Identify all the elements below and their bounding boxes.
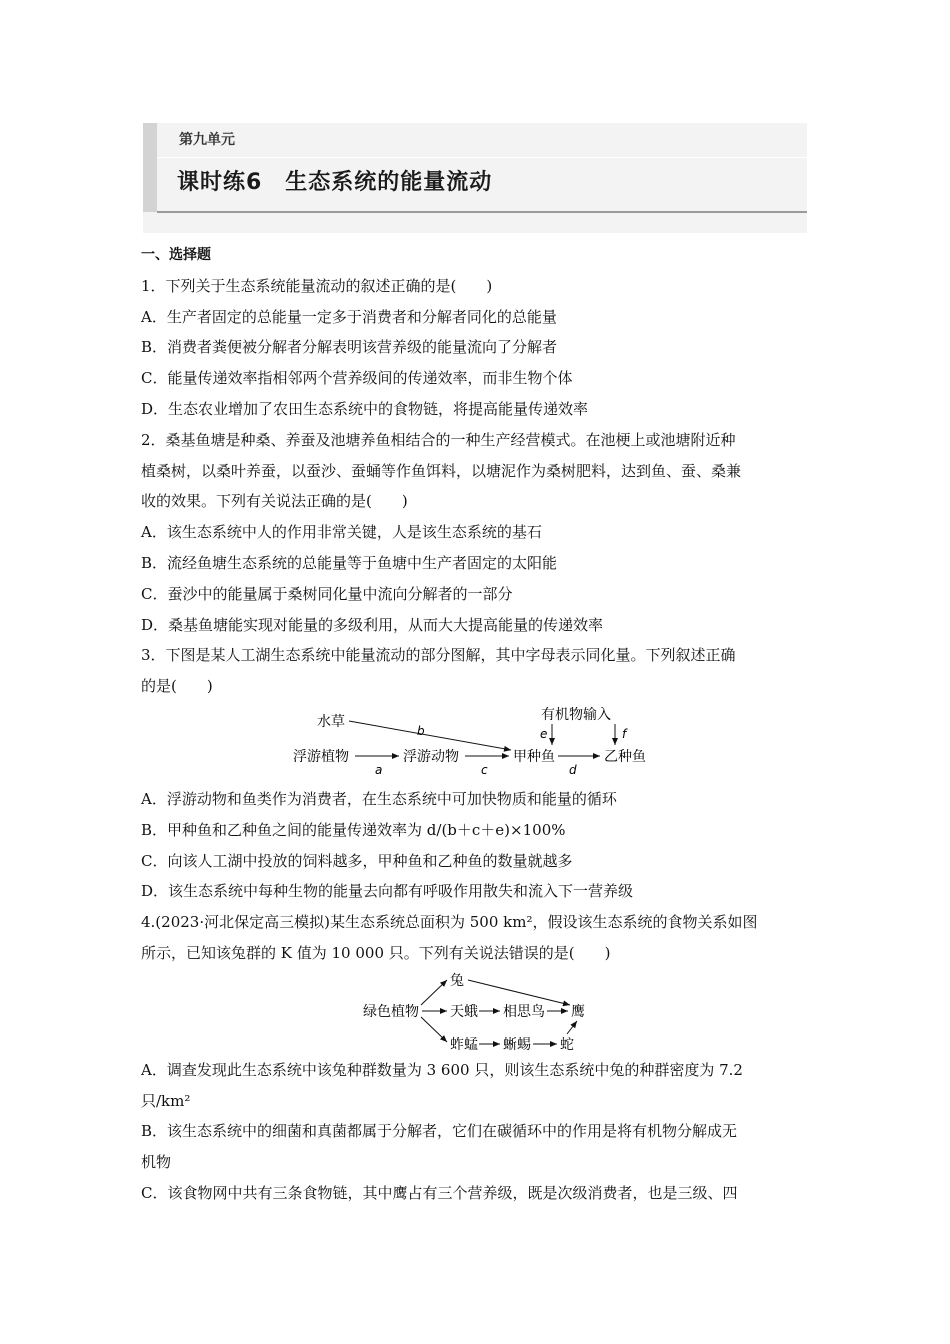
label-a: a xyxy=(375,762,383,777)
q4-option-a-line2: 只/km² xyxy=(141,1091,191,1110)
node-green-plant: 绿色植物 xyxy=(363,1003,419,1020)
arrow-snake-eagle xyxy=(567,1021,577,1034)
q2-option-b: B．流经鱼塘生态系统的总能量等于鱼塘中生产者固定的太阳能 xyxy=(141,553,558,572)
node-organic-input: 有机物输入 xyxy=(541,706,611,723)
arrow-plant-rabbit xyxy=(421,980,447,1005)
q1-stem: 1．下列关于生态系统能量流动的叙述正确的是( ) xyxy=(141,276,493,295)
banner-divider xyxy=(157,157,807,158)
node-grasshopper: 蚱蜢 xyxy=(450,1036,478,1053)
banner-accent-bar xyxy=(143,123,157,212)
q4-stem-line2: 所示，已知该兔群的 K 值为 10 000 只。下列有关说法错误的是( ) xyxy=(141,943,611,962)
q4-option-c-line1: C．该食物网中共有三条食物链，其中鹰占有三个营养级，既是次级消费者，也是三级、四 xyxy=(141,1183,738,1202)
q3-diagram-svg xyxy=(141,706,811,782)
banner-baseline xyxy=(157,211,807,213)
node-eagle: 鹰 xyxy=(571,1003,585,1020)
q3-option-b: B．甲种鱼和乙种鱼之间的能量传递效率为 d/(b＋c＋e)×100% xyxy=(141,820,566,839)
q2-option-a: A．该生态系统中人的作用非常关键，人是该生态系统的基石 xyxy=(141,523,542,542)
q4-option-b-line1: B．该生态系统中的细菌和真菌都属于分解者，它们在碳循环中的作用是将有机物分解成无 xyxy=(141,1122,738,1141)
node-rabbit: 兔 xyxy=(450,972,464,989)
q1-option-c: C．能量传递效率指相邻两个营养级间的传递效率，而非生物个体 xyxy=(141,369,573,388)
q1-option-a: A．生产者固定的总能量一定多于消费者和分解者同化的总能量 xyxy=(141,307,557,326)
node-shuicao: 水草 xyxy=(317,713,345,730)
q2-stem-line1: 2．桑基鱼塘是种桑、养蚕及池塘养鱼相结合的一种生产经营模式。在池梗上或池塘附近种 xyxy=(141,430,736,449)
node-fish-yi: 乙种鱼 xyxy=(604,748,646,765)
q2-option-d: D．桑基鱼塘能实现对能量的多级利用，从而大大提高能量的传递效率 xyxy=(141,615,604,634)
node-lizard: 蜥蜴 xyxy=(503,1036,531,1053)
q3-energy-flow-diagram xyxy=(141,706,811,782)
q1-option-b: B．消费者粪便被分解者分解表明该营养级的能量流向了分解者 xyxy=(141,338,558,357)
node-plankton-plant: 浮游植物 xyxy=(293,748,349,765)
q3-option-c: C．向该人工湖中投放的饲料越多，甲种鱼和乙种鱼的数量就越多 xyxy=(141,851,573,870)
q4-option-b-line2: 机物 xyxy=(141,1153,172,1172)
q3-option-a: A．浮游动物和鱼类作为消费者，在生态系统中可加快物质和能量的循环 xyxy=(141,789,617,808)
section-title: 一、选择题 xyxy=(141,247,211,263)
q4-stem-line1: 4.(2023·河北保定高三模拟)某生态系统总面积为 500 km²，假设该生态系统的食物关系如图 xyxy=(141,913,758,932)
exercise-content xyxy=(141,240,811,1209)
q3-stem-line2: 的是( ) xyxy=(141,677,213,696)
q3-option-d: D．该生态系统中每种生物的能量去向都有呼吸作用散失和流入下一营养级 xyxy=(141,882,634,901)
q4-option-a-line1: A．调查发现此生态系统中该兔种群数量为 3 600 只，则该生态系统中兔的种群密度为 7.2 xyxy=(141,1060,743,1079)
unit-label: 第九单元 xyxy=(179,132,235,148)
label-b: b xyxy=(417,723,425,738)
q4-food-web-diagram xyxy=(141,971,811,1053)
arrow-rabbit-eagle xyxy=(468,980,570,1005)
q3-stem-line1: 3．下图是某人工湖生态系统中能量流动的部分图解，其中字母表示同化量。下列叙述正确 xyxy=(141,646,736,665)
arrow-plant-grasshopper xyxy=(421,1017,447,1042)
label-c: c xyxy=(481,762,488,777)
unit-banner xyxy=(143,123,807,233)
node-hawkmoth: 天蛾 xyxy=(450,1003,478,1020)
q1-option-d: D．生态农业增加了农田生态系统中的食物链，将提高能量传递效率 xyxy=(141,399,589,418)
label-f: f xyxy=(622,726,627,741)
node-snake: 蛇 xyxy=(560,1036,574,1053)
node-plankton-animal: 浮游动物 xyxy=(403,748,459,765)
node-bird: 相思鸟 xyxy=(503,1003,545,1020)
q2-stem-line3: 收的效果。下列有关说法正确的是( ) xyxy=(141,492,408,511)
node-fish-jia: 甲种鱼 xyxy=(513,748,555,765)
label-d: d xyxy=(569,762,577,777)
lesson-title: 课时练6 生态系统的能量流动 xyxy=(177,170,493,195)
q2-option-c: C．蚕沙中的能量属于桑树同化量中流向分解者的一部分 xyxy=(141,584,513,603)
label-e: e xyxy=(540,726,548,741)
q2-stem-line2: 植桑树，以桑叶养蚕，以蚕沙、蚕蛹等作鱼饵料，以塘泥作为桑树肥料，达到鱼、蚕、桑兼 xyxy=(141,461,742,480)
q4-diagram-svg xyxy=(141,971,811,1053)
arrow-b xyxy=(349,721,511,750)
